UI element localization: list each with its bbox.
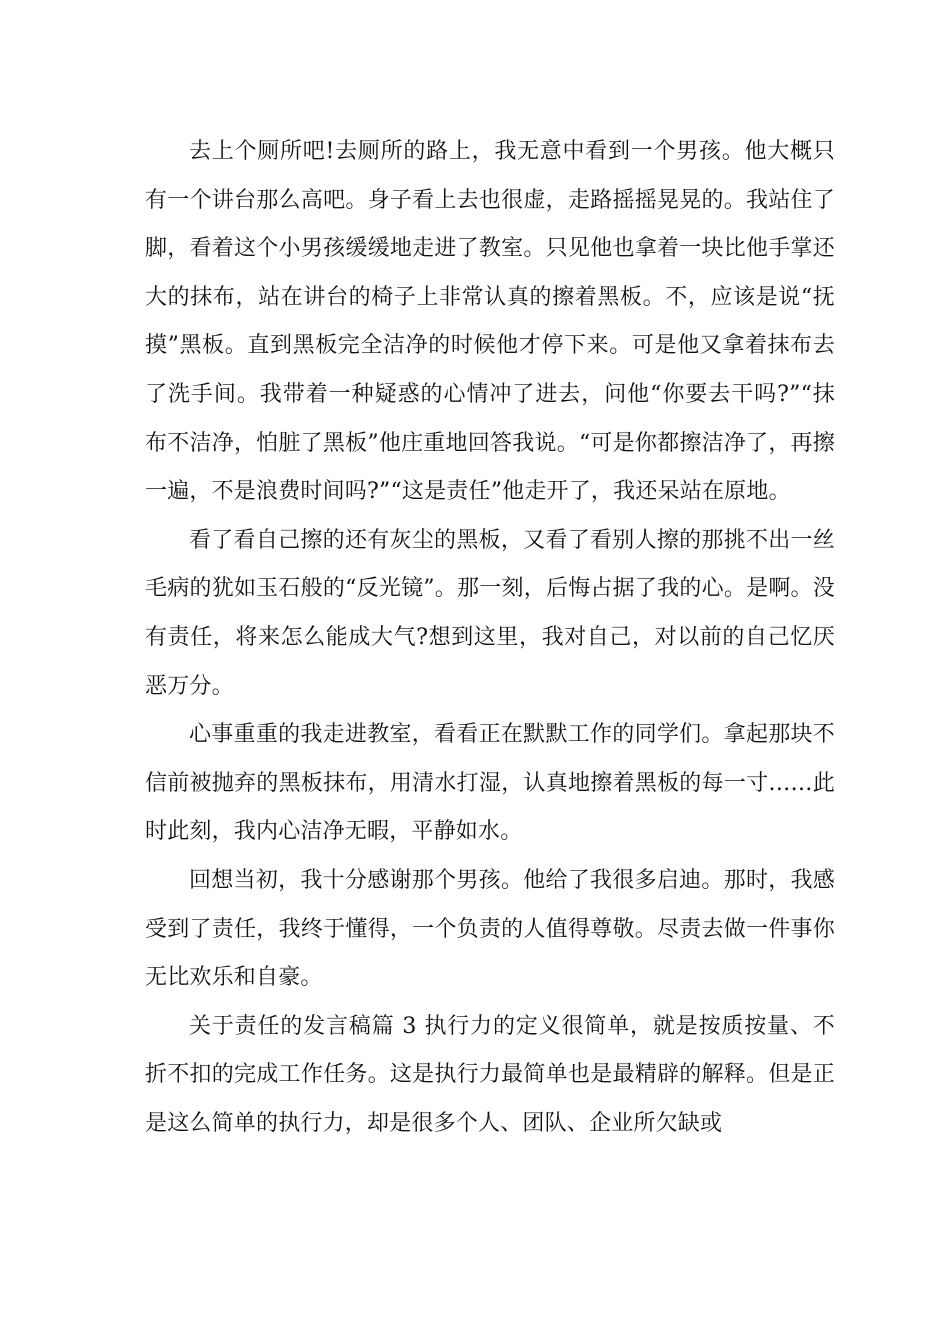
paragraph-4: 回想当初，我十分感谢那个男孩。他给了我很多启迪。那时，我感受到了责任，我终于懂得，一个负责的人值得尊敬。尽责去做一件事你无比欢乐和自豪。 [145,867,835,991]
document-body [145,128,835,1148]
paragraph-1: 去上个厕所吧!去厕所的路上，我无意中看到一个男孩。他大概只有一个讲台那么高吧。身子看上去也很虚，走路摇摇晃晃的。我站住了脚，看着这个小男孩缓缓地走进了教室。只见他也拿着一块比他手掌还大的抹布，站在讲台的椅子上非常认真的擦着黑板。不，应该是说“抚摸”黑板。直到黑板完全洁净的时候他才停下来。可是他又拿着抹布去了洗手间。我带着一种疑惑的心情冲了进去，问他“你要去干吗?”“抹布不洁净，怕脏了黑板”他庄重地回答我说。“可是你都擦洁净了，再擦一遍，不是浪费时间吗?”“这是责任”他走开了，我还呆站在原地。 [145,139,835,505]
paragraph-5: 关于责任的发言稿篇 3 执行力的定义很简单，就是按质按量、不折不扣的完成工作任务。这是执行力最简单也是最精辟的解释。但是正是这么简单的执行力，却是很多个人、团队、企业所欠缺或 [145,1013,835,1136]
paragraph-3: 心事重重的我走进教室，看看正在默默工作的同学们。拿起那块不信前被抛弃的黑板抹布，用清水打湿，认真地擦着黑板的每一寸……此时此刻，我内心洁净无暇，平静如水。 [145,722,835,845]
paragraph-2: 看了看自己擦的还有灰尘的黑板，又看了看别人擦的那挑不出一丝毛病的犹如玉石般的“反光镜”。那一刻，后悔占据了我的心。是啊。没有责任，将来怎么能成大气?想到这里，我对自己，对以前的自己忆厌恶万分。 [145,527,835,699]
